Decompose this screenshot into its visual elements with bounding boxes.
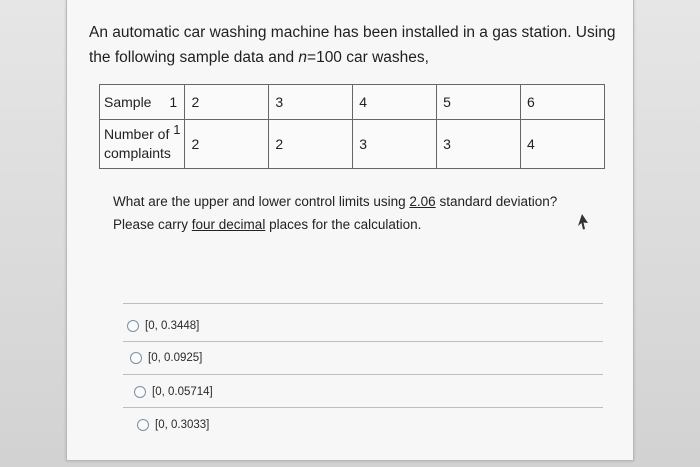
table-cell xyxy=(185,120,269,169)
table-cell xyxy=(437,85,521,120)
complaints-3: 2 xyxy=(275,136,284,152)
sample-3: 3 xyxy=(275,94,284,110)
prompt-emphasis: four decimal xyxy=(191,217,266,232)
complaints-label-line2: complaints xyxy=(104,145,171,161)
complaints-5: 3 xyxy=(443,136,451,152)
mouse-pointer-icon xyxy=(575,214,589,230)
answer-option-3[interactable] xyxy=(134,386,213,398)
question-part1: An automatic car washing machine has been installed in a gas station. Using the following sample data and xyxy=(89,24,616,66)
question-card xyxy=(66,0,634,461)
table-row-complaints xyxy=(100,120,605,169)
answer-option-label: [0, 0.0925] xyxy=(148,352,203,364)
table-cell xyxy=(353,120,437,169)
answer-option-4[interactable] xyxy=(137,419,209,431)
question-part2: =100 car washes, xyxy=(307,49,429,66)
radio-button[interactable] xyxy=(137,419,149,431)
prompt-text4: places for the calculation. xyxy=(265,217,422,232)
prompt-text2: standard deviation? xyxy=(435,194,558,209)
sample-4: 4 xyxy=(359,94,368,110)
sample-label: Sample xyxy=(104,94,152,110)
answer-option-label: [0, 0.05714] xyxy=(152,386,213,398)
prompt-text3: Please carry xyxy=(113,217,192,232)
sample-2: 2 xyxy=(191,94,200,110)
complaints-6: 4 xyxy=(527,136,535,152)
complaints-label-line1: Number of xyxy=(104,126,170,142)
question-n-variable: n xyxy=(298,49,308,66)
table-cell xyxy=(437,120,521,169)
radio-button[interactable] xyxy=(134,386,146,398)
answer-option-label: [0, 0.3033] xyxy=(155,419,210,431)
radio-button[interactable] xyxy=(127,320,139,332)
complaints-label xyxy=(104,122,181,163)
sample-5: 5 xyxy=(443,94,451,110)
table-cell xyxy=(353,85,437,120)
prompt-std-value: 2.06 xyxy=(409,194,436,209)
table-row-sample xyxy=(100,85,605,120)
sample-1: 1 xyxy=(169,94,178,110)
sample-data-table xyxy=(99,84,605,169)
table-cell-sample-label xyxy=(100,85,185,120)
radio-button[interactable] xyxy=(130,352,142,364)
question-text xyxy=(89,20,619,70)
answer-option-1[interactable] xyxy=(127,320,199,332)
complaints-2: 2 xyxy=(191,136,200,152)
table-cell xyxy=(269,85,353,120)
table-cell xyxy=(521,85,605,120)
divider xyxy=(123,341,603,342)
table-cell xyxy=(269,120,353,169)
question-prompt xyxy=(113,190,613,236)
divider xyxy=(123,303,603,304)
divider xyxy=(123,374,603,375)
table-cell xyxy=(185,85,269,120)
sample-6: 6 xyxy=(527,94,535,110)
complaints-4: 3 xyxy=(359,136,368,152)
divider xyxy=(123,407,603,408)
complaints-1: 1 xyxy=(173,122,181,137)
answer-option-2[interactable] xyxy=(130,352,202,364)
table-cell-complaints-label xyxy=(100,120,185,169)
table-cell xyxy=(521,120,605,169)
prompt-text1: What are the upper and lower control limits using xyxy=(113,194,410,209)
answer-option-label: [0, 0.3448] xyxy=(145,320,200,332)
